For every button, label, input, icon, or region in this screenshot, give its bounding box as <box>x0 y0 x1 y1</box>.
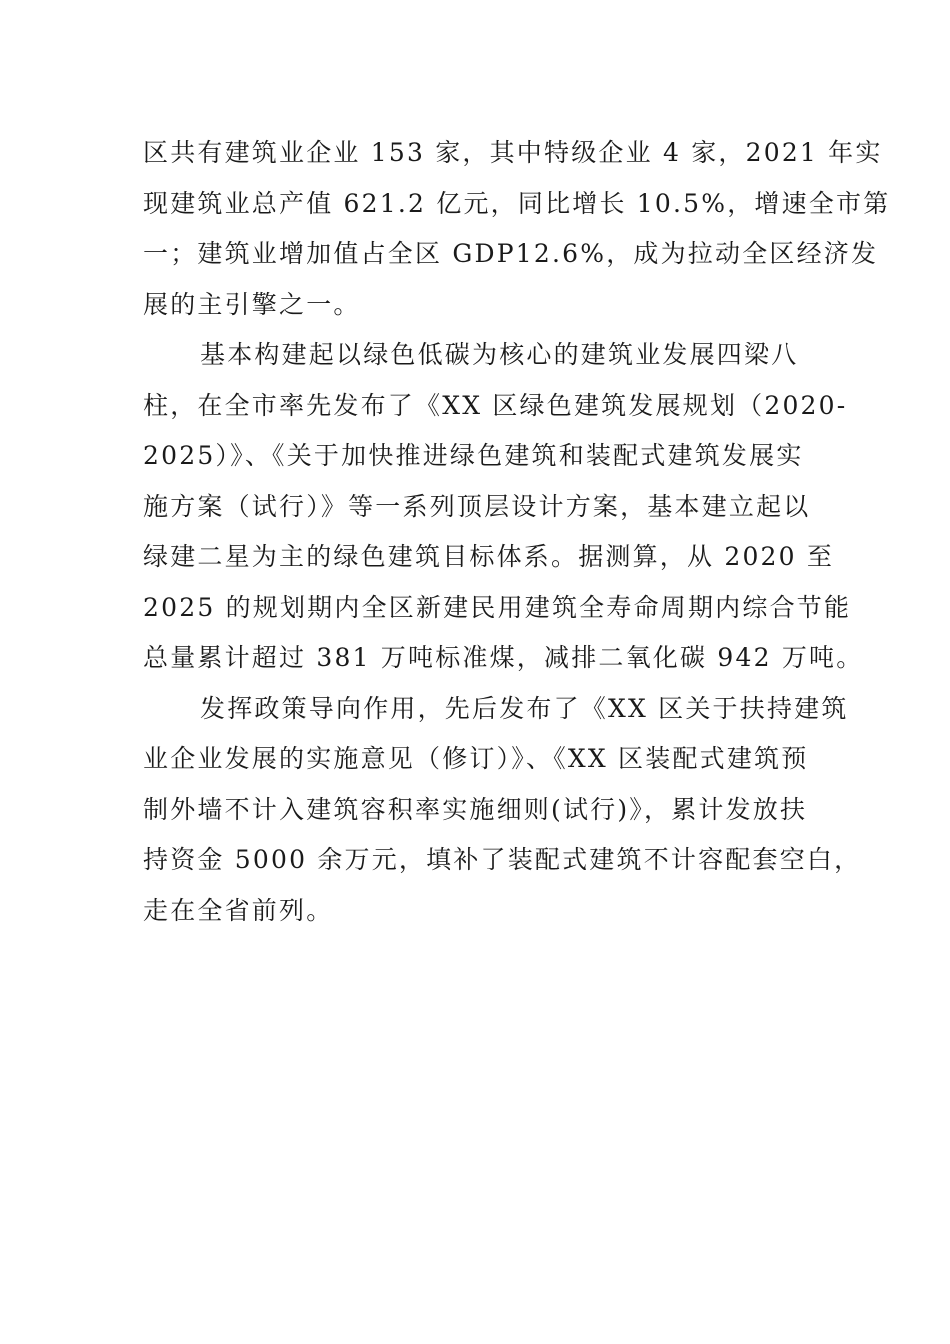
text-line: 现建筑业总产值 621.2 亿元，同比增长 10.5%，增速全市第 <box>143 188 891 218</box>
text-line: 2025）》、《关于加快推进绿色建筑和装配式建筑发展实 <box>143 441 804 470</box>
document-body <box>143 128 891 936</box>
text-line: 基本构建起以绿色低碳为核心的建筑业发展四梁八 <box>200 340 799 369</box>
text-line: 发挥政策导向作用，先后发布了《XX 区关于扶持建筑 <box>200 693 849 723</box>
paragraph-industry-overview <box>143 128 891 330</box>
text-line: 绿建二星为主的绿色建筑目标体系。据测算，从 2020 至 <box>143 542 835 571</box>
text-line: 柱，在全市率先发布了《XX 区绿色建筑发展规划（2020- <box>143 390 848 420</box>
text-line: 展的主引擎之一。 <box>143 289 361 319</box>
paragraph-policy-guidance <box>143 684 862 937</box>
text-line: 2025 的规划期内全区新建民用建筑全寿命周期内综合节能 <box>143 592 852 622</box>
text-line: 走在全省前列。 <box>143 895 334 925</box>
text-line: 持资金 5000 余万元，填补了装配式建筑不计容配套空白， <box>143 845 862 874</box>
text-line: 制外墙不计入建筑容积率实施细则(试行)》，累计发放扶 <box>143 794 808 824</box>
text-line: 一；建筑业增加值占全区 GDP12.6%，成为拉动全区经济发 <box>143 239 879 268</box>
text-line: 业企业发展的实施意见（修订）》、《XX 区装配式建筑预 <box>143 744 809 773</box>
text-line: 施方案（试行）》等一系列顶层设计方案，基本建立起以 <box>143 491 811 521</box>
paragraph-green-building <box>143 330 864 684</box>
text-line: 区共有建筑业企业 153 家，其中特级企业 4 家，2021 年实 <box>143 138 883 167</box>
text-line: 总量累计超过 381 万吨标准煤，减排二氧化碳 942 万吨。 <box>143 643 864 672</box>
